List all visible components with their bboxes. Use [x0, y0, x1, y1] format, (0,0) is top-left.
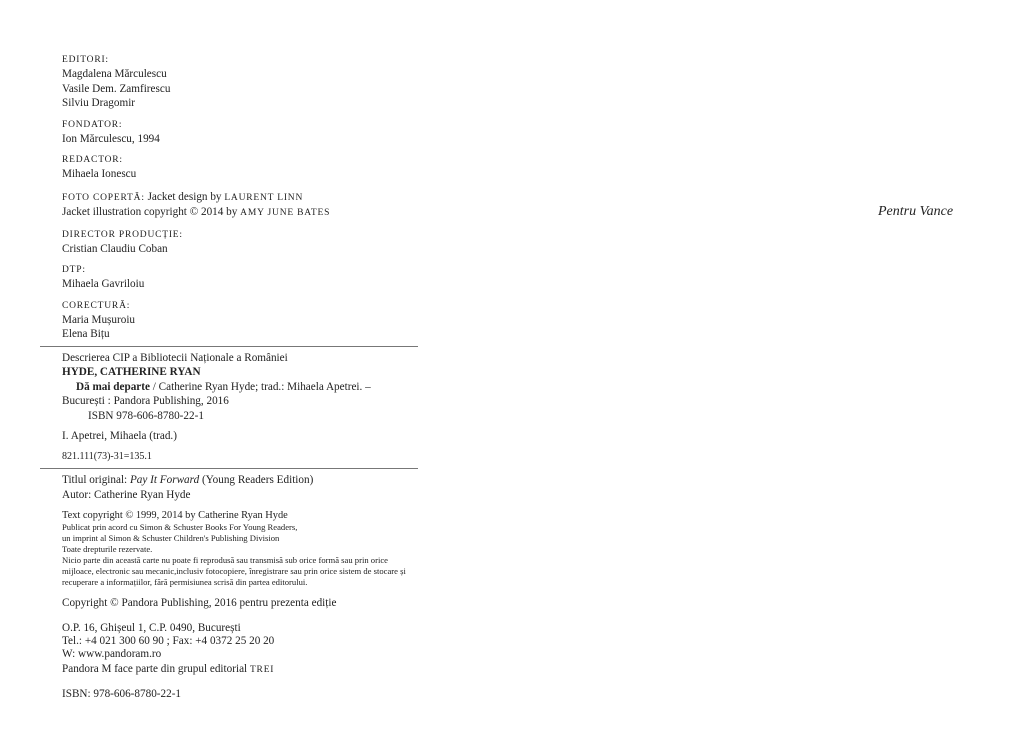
phone: Tel.: +4 021 300 60 90 ; Fax: +4 0372 25 20 20	[62, 635, 275, 647]
credit-label: EDITORI:	[62, 55, 109, 65]
credit-cover	[62, 190, 420, 221]
cip-publisher: București : Pandora Publishing, 2016	[62, 395, 229, 407]
rights-line: un imprint al Simon & Schuster Children's Publishing Division	[62, 533, 280, 543]
group-text: Pandora M face parte din grupul editorial	[62, 662, 250, 675]
credit-name: Ion Mărculescu, 1994	[62, 132, 160, 145]
cover-designer: LAURENT LINN	[224, 192, 304, 203]
cip-heading: Descrierea CIP a Bibliotecii Naționale a României	[62, 351, 288, 364]
rights-line: Publicat prin acord cu Simon & Schuster Books For Young Readers,	[62, 522, 298, 532]
credit-label: DIRECTOR PRODUCȚIE:	[62, 229, 183, 240]
credit-name: Vasile Dem. Zamfirescu	[62, 82, 171, 95]
cip-title-line	[62, 380, 420, 395]
credit-proofreading	[62, 300, 420, 342]
rights-line: recuperare a informațiilor, fără permisiunea scrisă din partea editorului.	[62, 577, 308, 587]
cip-contributor: I. Apetrei, Mihaela (trad.)	[62, 430, 177, 442]
isbn: ISBN: 978-606-8780-22-1	[62, 688, 182, 700]
website: W: www.pandoram.ro	[62, 648, 162, 660]
credit-label: DTP:	[62, 265, 86, 275]
credits-block	[40, 54, 420, 342]
cip-author: HYDE, CATHERINE RYAN	[62, 366, 201, 378]
credit-name: Mihaela Ionescu	[62, 168, 137, 180]
credit-editor	[62, 154, 420, 182]
cip-block	[40, 351, 420, 465]
cover-design-text: Jacket design by	[144, 190, 225, 203]
original-title: Pay It Forward	[129, 474, 200, 486]
credit-name: Silviu Dragomir	[62, 97, 136, 109]
credit-name: Mihaela Gavriloiu	[62, 278, 145, 290]
credit-label: FOTO COPERTĂ:	[62, 192, 145, 203]
cover-illustration-text: Jacket illustration copyright © 2014 by	[62, 206, 241, 218]
cover-design-line	[62, 190, 420, 206]
original-title-prefix: Titlul original:	[62, 474, 130, 486]
text-copyright: Text copyright © 1999, 2014 by Catherine Ryan Hyde	[62, 510, 288, 521]
credit-label: CORECTURĂ:	[62, 300, 131, 311]
credit-name: Cristian Claudiu Coban	[62, 242, 168, 255]
cip-isbn: ISBN 978-606-8780-22-1	[88, 409, 204, 422]
credit-editors	[62, 54, 420, 111]
cip-title: Dă mai departe	[76, 380, 150, 393]
credit-name: Magdalena Mărculescu	[62, 68, 167, 80]
group-name: TREI	[249, 664, 275, 675]
credit-name: Maria Mușuroiu	[62, 313, 136, 326]
original-title-line	[62, 473, 420, 488]
original-author: Autor: Catherine Ryan Hyde	[62, 488, 191, 501]
cip-title-rest: / Catherine Ryan Hyde; trad.: Mihaela Apetrei. –	[149, 380, 371, 393]
credit-label: FONDATOR:	[62, 119, 123, 130]
divider	[40, 346, 418, 347]
cip-udc: 821.111(73)-31=135.1	[62, 450, 152, 462]
pandora-copyright: Copyright © Pandora Publishing, 2016 pentru prezenta ediție	[62, 597, 337, 609]
divider	[40, 468, 418, 469]
credit-label: REDACTOR:	[62, 155, 123, 165]
rights-line: Nicio parte din această carte nu poate fi reprodusă sau transmisă sub orice formă sau prin orice	[62, 555, 388, 565]
credit-dtp	[62, 264, 420, 292]
rights-line: Toate drepturile rezervate.	[62, 544, 153, 554]
rights-line: mijloace, electronic sau mecanic,inclusiv fotocopiere, înregistrare sau prin orice sistem de stocare și	[62, 566, 406, 576]
address: O.P. 16, Ghișeul 1, C.P. 0490, București	[62, 621, 241, 634]
copyright-page	[40, 54, 420, 702]
original-title-suffix: (Young Readers Edition)	[199, 474, 314, 486]
credit-founder	[62, 119, 420, 147]
dedication: Pentru Vance	[878, 204, 954, 219]
cover-illustration-line	[62, 205, 420, 221]
credit-production	[62, 229, 420, 257]
credit-name: Elena Bițu	[62, 328, 110, 340]
rights-block	[40, 473, 420, 702]
cover-illustrator: AMY JUNE BATES	[240, 208, 331, 218]
group-line	[62, 662, 420, 678]
